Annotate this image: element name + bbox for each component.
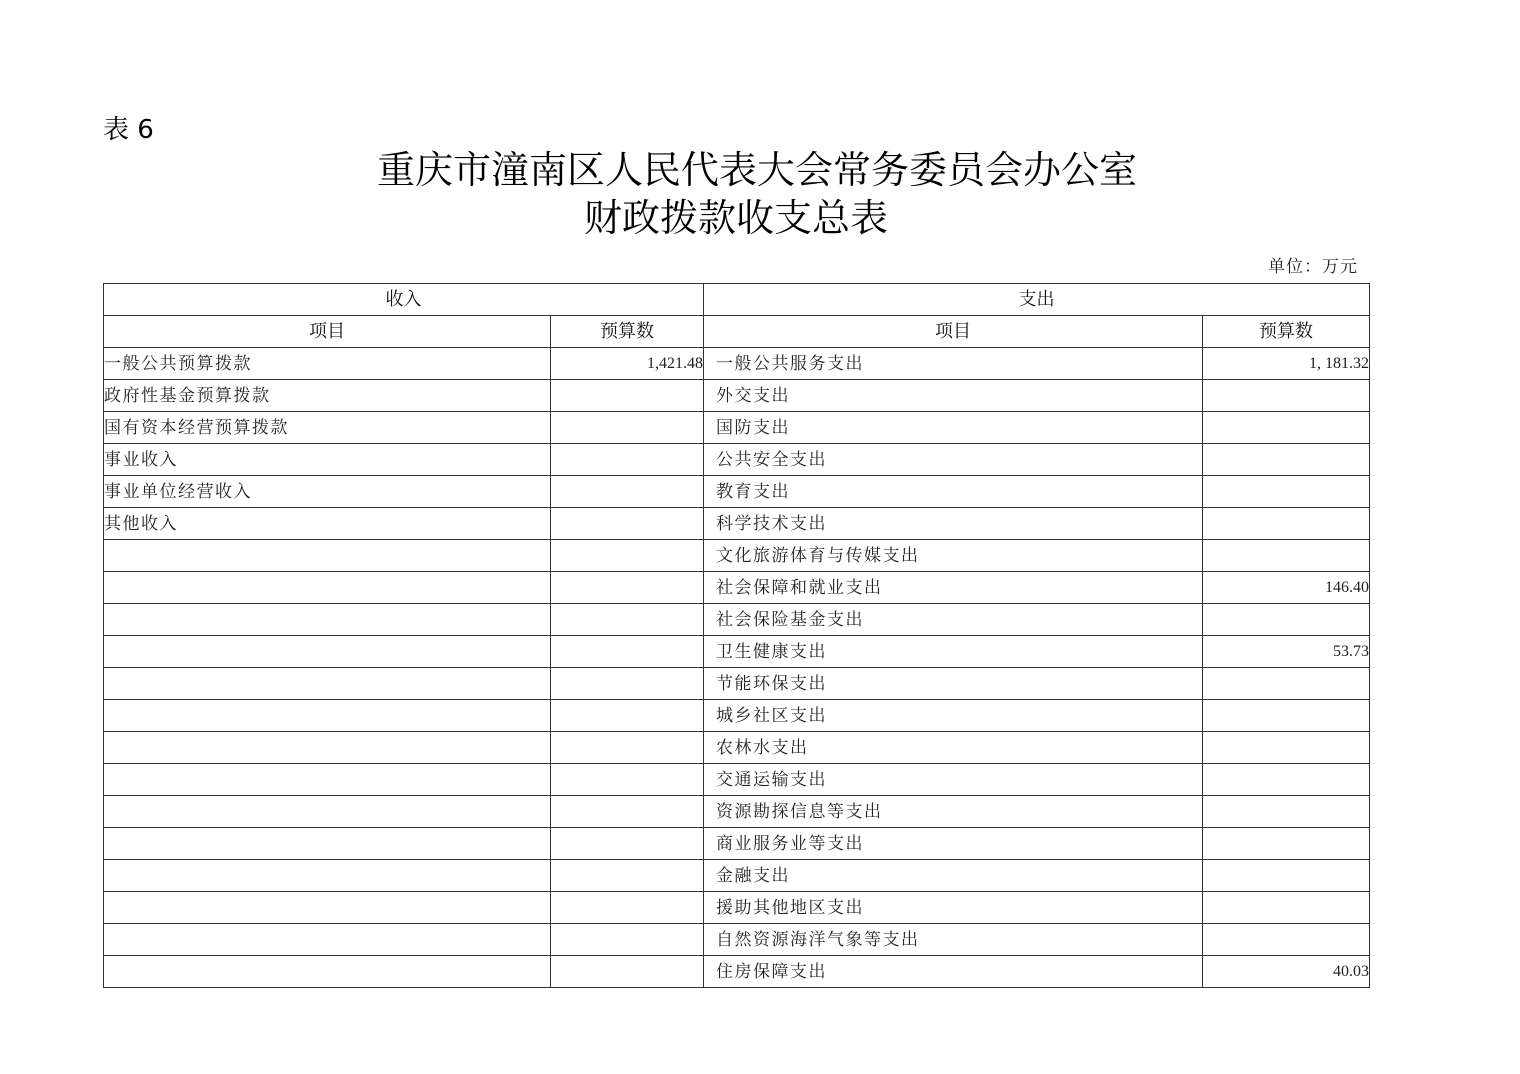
expense-amount-cell <box>1203 508 1370 540</box>
expense-item-cell: 一般公共服务支出 <box>704 348 1203 380</box>
income-item-cell: 事业单位经营收入 <box>104 476 551 508</box>
income-amount-cell <box>551 380 704 412</box>
income-item-cell <box>104 860 551 892</box>
income-item-cell <box>104 828 551 860</box>
income-item-cell: 其他收入 <box>104 508 551 540</box>
expense-item-header: 项目 <box>704 316 1203 348</box>
table-row <box>104 924 1370 956</box>
income-item-cell <box>104 572 551 604</box>
expense-item-cell: 住房保障支出 <box>704 956 1203 988</box>
income-item-cell <box>104 892 551 924</box>
budget-summary-table <box>103 283 1370 988</box>
income-item-cell <box>104 540 551 572</box>
income-amount-cell <box>551 604 704 636</box>
table-header-row-columns <box>104 316 1370 348</box>
table-row <box>104 572 1370 604</box>
income-item-cell <box>104 668 551 700</box>
expense-amount-cell <box>1203 412 1370 444</box>
expense-amount-cell: 53.73 <box>1203 636 1370 668</box>
expense-amount-cell <box>1203 380 1370 412</box>
income-amount-cell <box>551 956 704 988</box>
expense-item-cell: 商业服务业等支出 <box>704 828 1203 860</box>
expense-amount-cell <box>1203 476 1370 508</box>
income-item-cell <box>104 700 551 732</box>
table-row <box>104 636 1370 668</box>
table-row <box>104 732 1370 764</box>
income-amount-cell <box>551 764 704 796</box>
page-title-line-2: 财政拨款收支总表 <box>583 196 888 240</box>
income-amount-cell: 1,421.48 <box>551 348 704 380</box>
income-item-cell <box>104 956 551 988</box>
page-title-line-1: 重庆市潼南区人民代表大会常务委员会办公室 <box>376 148 1137 192</box>
table-row <box>104 380 1370 412</box>
table-row <box>104 700 1370 732</box>
income-amount-cell <box>551 508 704 540</box>
income-amount-cell <box>551 732 704 764</box>
table-row <box>104 540 1370 572</box>
income-amount-cell <box>551 828 704 860</box>
expense-item-cell: 援助其他地区支出 <box>704 892 1203 924</box>
table-row <box>104 604 1370 636</box>
income-item-cell <box>104 796 551 828</box>
income-amount-cell <box>551 924 704 956</box>
expense-amount-cell <box>1203 604 1370 636</box>
expense-budget-header: 预算数 <box>1203 316 1370 348</box>
table-row <box>104 444 1370 476</box>
expense-item-cell: 科学技术支出 <box>704 508 1203 540</box>
expense-item-cell: 公共安全支出 <box>704 444 1203 476</box>
income-item-cell: 事业收入 <box>104 444 551 476</box>
table-row <box>104 860 1370 892</box>
income-item-cell <box>104 732 551 764</box>
expense-amount-cell <box>1203 732 1370 764</box>
expense-item-cell: 卫生健康支出 <box>704 636 1203 668</box>
table-row <box>104 412 1370 444</box>
expense-amount-cell: 40.03 <box>1203 956 1370 988</box>
table-row <box>104 348 1370 380</box>
income-group-header: 收入 <box>104 284 704 316</box>
income-item-cell: 国有资本经营预算拨款 <box>104 412 551 444</box>
expense-amount-cell <box>1203 828 1370 860</box>
expense-item-cell: 文化旅游体育与传媒支出 <box>704 540 1203 572</box>
income-budget-header: 预算数 <box>551 316 704 348</box>
table-row <box>104 476 1370 508</box>
income-amount-cell <box>551 636 704 668</box>
table-row <box>104 508 1370 540</box>
income-amount-cell <box>551 540 704 572</box>
expense-item-cell: 社会保障和就业支出 <box>704 572 1203 604</box>
table-row <box>104 668 1370 700</box>
expense-amount-cell <box>1203 668 1370 700</box>
income-amount-cell <box>551 476 704 508</box>
income-amount-cell <box>551 700 704 732</box>
income-amount-cell <box>551 892 704 924</box>
expense-item-cell: 资源勘探信息等支出 <box>704 796 1203 828</box>
expense-amount-cell <box>1203 540 1370 572</box>
income-amount-cell <box>551 412 704 444</box>
income-item-cell <box>104 764 551 796</box>
table-body <box>104 348 1370 988</box>
expense-amount-cell: 146.40 <box>1203 572 1370 604</box>
income-item-header: 项目 <box>104 316 551 348</box>
income-amount-cell <box>551 796 704 828</box>
expense-item-cell: 社会保险基金支出 <box>704 604 1203 636</box>
income-amount-cell <box>551 572 704 604</box>
table-row <box>104 828 1370 860</box>
expense-item-cell: 农林水支出 <box>704 732 1203 764</box>
table-number-label: 表 6 <box>103 115 154 145</box>
expense-item-cell: 国防支出 <box>704 412 1203 444</box>
expense-amount-cell <box>1203 796 1370 828</box>
expense-item-cell: 教育支出 <box>704 476 1203 508</box>
income-item-cell <box>104 636 551 668</box>
expense-amount-cell: 1, 181.32 <box>1203 348 1370 380</box>
expense-item-cell: 城乡社区支出 <box>704 700 1203 732</box>
expense-amount-cell <box>1203 700 1370 732</box>
income-item-cell <box>104 604 551 636</box>
expense-group-header: 支出 <box>704 284 1370 316</box>
expense-item-cell: 交通运输支出 <box>704 764 1203 796</box>
expense-amount-cell <box>1203 764 1370 796</box>
table-row <box>104 956 1370 988</box>
income-amount-cell <box>551 668 704 700</box>
income-item-cell <box>104 924 551 956</box>
expense-item-cell: 外交支出 <box>704 380 1203 412</box>
expense-item-cell: 自然资源海洋气象等支出 <box>704 924 1203 956</box>
expense-item-cell: 金融支出 <box>704 860 1203 892</box>
income-item-cell: 一般公共预算拨款 <box>104 348 551 380</box>
expense-item-cell: 节能环保支出 <box>704 668 1203 700</box>
table-row <box>104 764 1370 796</box>
expense-amount-cell <box>1203 892 1370 924</box>
income-item-cell: 政府性基金预算拨款 <box>104 380 551 412</box>
expense-amount-cell <box>1203 860 1370 892</box>
expense-amount-cell <box>1203 444 1370 476</box>
unit-label: 单位：万元 <box>1268 257 1358 276</box>
income-amount-cell <box>551 444 704 476</box>
table-row <box>104 892 1370 924</box>
table-row <box>104 796 1370 828</box>
expense-amount-cell <box>1203 924 1370 956</box>
table-header-row-group <box>104 284 1370 316</box>
income-amount-cell <box>551 860 704 892</box>
